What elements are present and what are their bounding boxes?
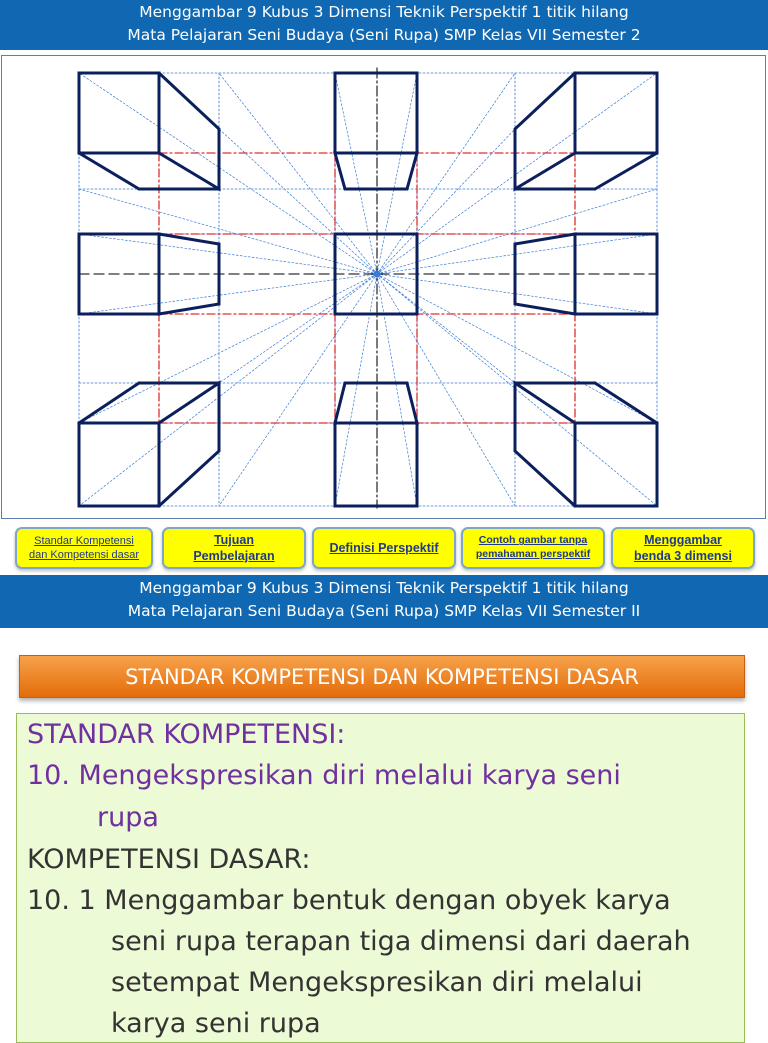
vanishing-rays: [79, 73, 657, 506]
vanishing-point: [374, 271, 380, 277]
top-title-line1: Menggambar 9 Kubus 3 Dimensi Teknik Perspektif 1 titik hilang: [139, 3, 629, 21]
cubes: [79, 73, 657, 506]
kompetensi-dasar-item-line1: 10. 1 Menggambar bentuk dengan obyek karya: [27, 885, 671, 916]
navigation-bar: [0, 527, 768, 573]
perspective-figure-frame: [1, 55, 766, 519]
nav-menggambar-benda-button[interactable]: [611, 527, 755, 569]
cube-bottom-right: [515, 383, 657, 506]
cube-bottom-center: [335, 383, 417, 506]
nav-button-label-line1: Standar Kompetensi: [34, 534, 134, 547]
center-axes: [79, 68, 657, 508]
nav-contoh-gambar-button[interactable]: [461, 527, 605, 569]
kompetensi-dasar-item-line3: setempat Mengekspresikan diri melalui: [111, 967, 643, 998]
nav-button-label-line1: Menggambar: [644, 532, 722, 547]
nav-button-label-line2: dan Kompetensi dasar: [28, 549, 140, 561]
cube-top-left: [79, 73, 219, 189]
section-header: STANDAR KOMPETENSI DAN KOMPETENSI DASAR: [19, 655, 745, 698]
second-title-line2: Mata Pelajaran Seni Budaya (Seni Rupa) SMP Kelas VII Semester II: [127, 602, 641, 620]
nav-definisi-perspektif-button[interactable]: [312, 527, 456, 569]
cube-top-right: [515, 73, 657, 189]
kompetensi-dasar-item-line2: seni rupa terapan tiga dimensi dari daerah: [111, 926, 691, 957]
standar-kompetensi-item-line1: 10. Mengekspresikan diri melalui karya seni: [27, 760, 621, 791]
second-title-banner: [0, 575, 768, 628]
nav-button-label-line2: benda 3 dimensi: [634, 549, 732, 563]
cube-bottom-left: [79, 383, 219, 506]
second-title-line1: Menggambar 9 Kubus 3 Dimensi Teknik Perspektif 1 titik hilang: [139, 579, 629, 597]
kompetensi-dasar-item-line4: karya seni rupa: [111, 1008, 321, 1039]
nav-button-label-line1: Contoh gambar tanpa: [478, 534, 588, 547]
standar-kompetensi-title: STANDAR KOMPETENSI:: [27, 719, 346, 750]
nav-standar-kompetensi-button[interactable]: [15, 527, 153, 569]
kompetensi-dasar-title: KOMPETENSI DASAR:: [27, 844, 311, 875]
horizontal-guide-lines: [79, 73, 657, 506]
top-title-banner: [0, 0, 768, 50]
vertical-guide-lines: [79, 73, 657, 506]
standar-kompetensi-item-line2: rupa: [97, 802, 159, 833]
nav-button-label-line2: Pembelajaran: [193, 549, 275, 563]
competency-content-box: [16, 713, 745, 1043]
nav-button-label-line2: pemahaman perspektif: [475, 548, 591, 560]
nav-button-label-line1: Definisi Perspektif: [329, 540, 439, 555]
perspective-cubes-diagram: [2, 56, 767, 520]
nav-tujuan-pembelajaran-button[interactable]: [162, 527, 306, 569]
top-title-line2: Mata Pelajaran Seni Budaya (Seni Rupa) SMP Kelas VII Semester 2: [127, 26, 641, 44]
nav-button-label-line1: Tujuan: [213, 532, 255, 547]
